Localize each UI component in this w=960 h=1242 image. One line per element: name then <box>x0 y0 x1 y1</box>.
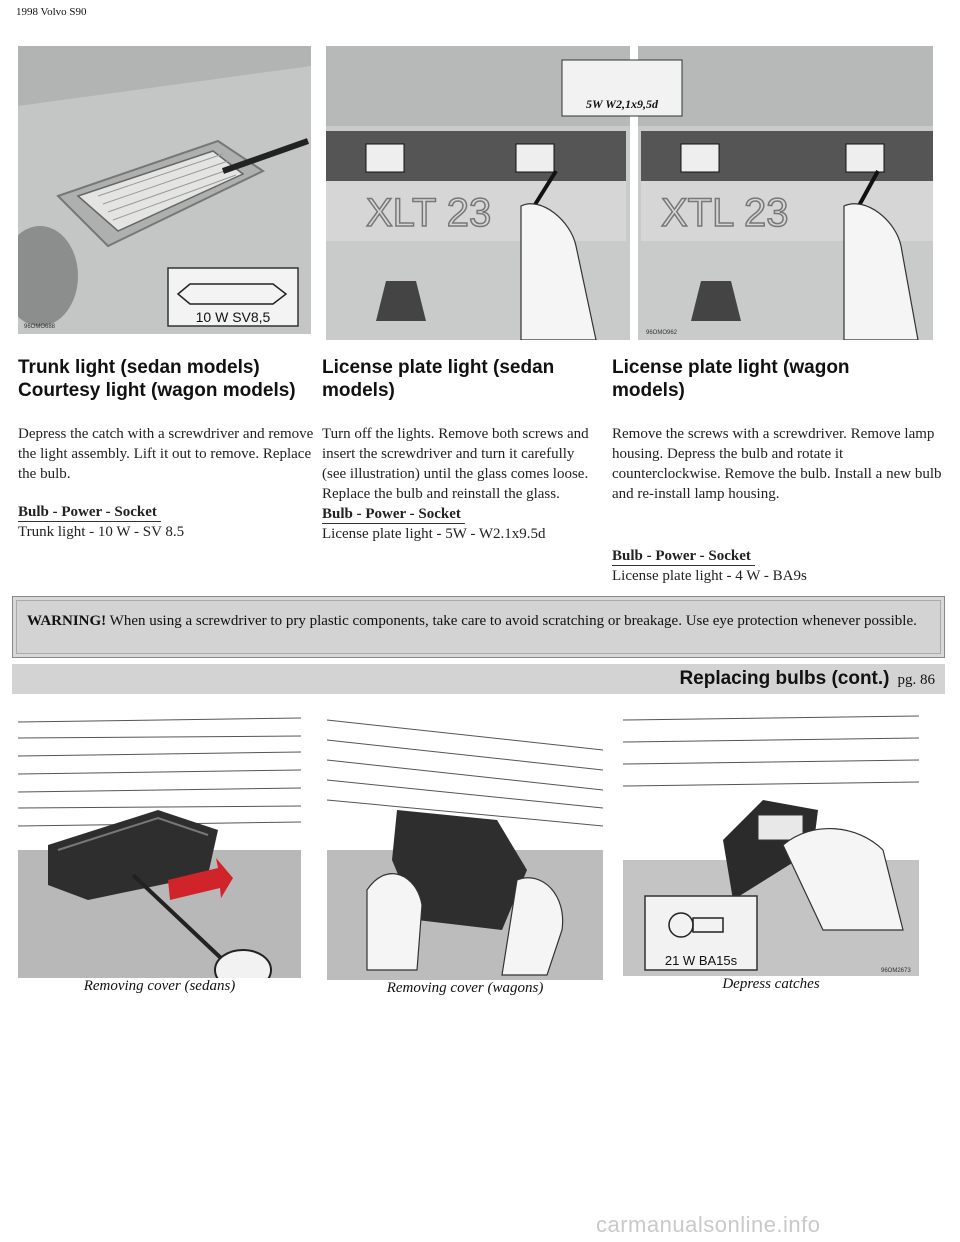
license-wagon-instructions: Remove the screws with a screwdriver. Remove lamp housing. Depress the bulb and rotate it counterclockwise. Remove the bulb. Install a new bulb and re-install lamp housing. <box>612 426 942 502</box>
removing-cover-sedans-illustration <box>18 700 301 978</box>
trunk-spec-heading: Bulb - Power - Socket <box>18 503 161 522</box>
trunk-light-illustration <box>18 46 311 334</box>
license-bulb-label: 5W W2,1x9,5d <box>586 97 658 111</box>
license-plate-illustration <box>326 46 933 340</box>
removing-cover-wagons-illustration <box>327 700 603 980</box>
license-sedan-spec-line: License plate light - 5W - W2.1x9.5d <box>322 526 546 542</box>
wagon-plate-text: XTL 23 <box>661 191 789 235</box>
trunk-spec-line: Trunk light - 10 W - SV 8.5 <box>18 524 185 540</box>
license-sedan-title: License plate light (sedan models) <box>322 357 555 401</box>
license-wagon-text <box>612 424 942 586</box>
trunk-light-title: Trunk light (sedan models) Courtesy light (wagon models) <box>18 357 296 401</box>
section-title: Replacing bulbs (cont.) <box>679 668 890 689</box>
section-header <box>12 664 945 694</box>
caption-depress-catches: Depress catches <box>722 976 820 992</box>
license-sedan-spec-heading: Bulb - Power - Socket <box>322 505 465 524</box>
license-figure-ref: 96OMO962 <box>646 330 678 336</box>
page-reference: pg. 86 <box>897 672 935 688</box>
warning-content <box>16 600 941 654</box>
warning-text: When using a screwdriver to pry plastic components, take care to avoid scratching or breakage. Use eye protection whenever possible. <box>109 613 917 629</box>
sedan-plate-text: XLT 23 <box>366 191 492 235</box>
trunk-light-instructions: Depress the catch with a screwdriver and remove the light assembly. Lift it out to remove. Replace the bulb. <box>18 426 314 482</box>
warning-label: WARNING! <box>27 613 107 629</box>
trunk-bulb-label: 10 W SV8,5 <box>195 309 271 325</box>
depress-catches-illustration <box>623 700 919 976</box>
caption-removing-cover-wagons: Removing cover (wagons) <box>386 980 544 996</box>
license-wagon-title: License plate light (wagon models) <box>612 357 850 401</box>
watermark: carmanualsonline.info <box>596 1212 821 1237</box>
trunk-light-text <box>18 424 314 542</box>
license-sedan-text <box>322 424 602 544</box>
trunk-figure-ref: 96OMO688 <box>24 324 56 330</box>
depress-bulb-label: 21 W BA15s <box>664 953 738 968</box>
license-wagon-spec-line: License plate light - 4 W - BA9s <box>612 568 807 584</box>
license-sedan-instructions: Turn off the lights. Remove both screws and insert the screwdriver and turn it carefully (see illustration) until the glass comes loose. Replace the bulb and reinstall the glass. <box>322 426 589 502</box>
warning-box <box>12 596 945 658</box>
depress-figure-ref: 96OM2673 <box>881 968 911 974</box>
license-wagon-spec-heading: Bulb - Power - Socket <box>612 547 755 566</box>
page-header: 1998 Volvo S90 <box>16 6 87 18</box>
caption-removing-cover-sedans: Removing cover (sedans) <box>83 978 236 994</box>
